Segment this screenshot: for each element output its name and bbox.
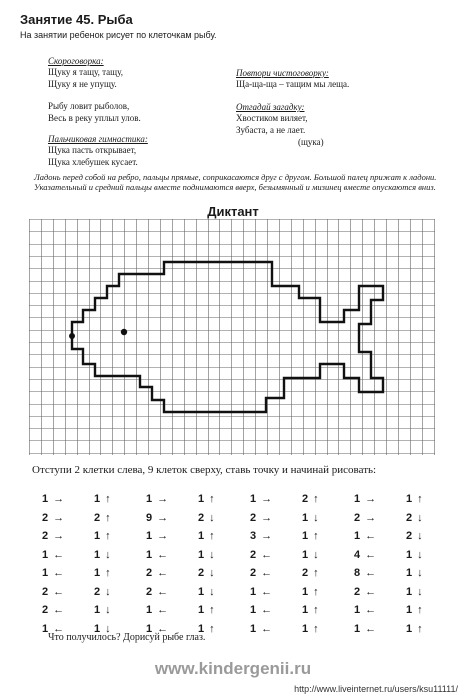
arrow-right-icon: → (365, 511, 377, 524)
arrow-down-icon: ↓ (417, 567, 423, 579)
command-item (42, 585, 64, 599)
command-item (146, 529, 168, 543)
command-item (250, 585, 272, 599)
command-item (354, 529, 376, 543)
arrow-up-icon: ↑ (105, 511, 111, 524)
command-count: 1 (406, 622, 413, 635)
arrow-up-icon: ↑ (417, 604, 423, 616)
lesson-title: Занятие 45. Рыба (20, 12, 133, 27)
arrow-left-icon: ← (53, 567, 65, 579)
lesson-subtitle: На занятии ребенок рисует по клеточкам рыбу. (20, 30, 217, 40)
command-count: 1 (250, 493, 257, 505)
command-item (354, 492, 376, 506)
command-count: 1 (354, 493, 361, 505)
arrow-left-icon: ← (261, 622, 273, 635)
riddle-answer: (щука) (298, 137, 324, 147)
command-item (354, 511, 376, 525)
command-item (250, 566, 272, 580)
finger-line-1: Щука пасть открывает, (48, 145, 137, 155)
arrow-down-icon: ↓ (417, 511, 423, 524)
finger-instructions: Ладонь перед собой на ребро, пальцы прямые, соприкасаются друг с другом. Большой палец прижат к ладони. Указательный и средний пальцы вместе поднимаются вверх, безымянный и мизинец вместе опускаются вниз. (34, 172, 437, 192)
command-count: 2 (354, 511, 361, 524)
arrow-left-icon: ← (53, 585, 65, 598)
arrow-left-icon: ← (157, 585, 169, 598)
arrow-down-icon: ↓ (105, 604, 111, 616)
command-item (354, 603, 376, 617)
command-count: 3 (250, 530, 257, 542)
command-count: 2 (42, 530, 49, 542)
command-item (94, 511, 111, 525)
command-item (302, 603, 319, 617)
command-item (302, 566, 319, 580)
arrow-down-icon: ↓ (105, 585, 111, 598)
arrow-up-icon: ↑ (313, 604, 319, 616)
arrow-up-icon: ↑ (209, 530, 215, 542)
command-count: 1 (198, 622, 205, 635)
command-count: 1 (198, 493, 205, 505)
command-count: 1 (94, 567, 101, 579)
command-item (42, 548, 64, 562)
fish-eye (121, 329, 127, 335)
arrow-left-icon: ← (53, 622, 65, 635)
arrow-up-icon: ↑ (105, 493, 111, 505)
command-item (406, 622, 423, 636)
arrow-right-icon: → (261, 530, 273, 542)
command-count: 1 (354, 622, 361, 635)
riddle-label: Отгадай загадку: (236, 102, 305, 112)
command-count: 1 (354, 604, 361, 616)
command-count: 1 (250, 585, 257, 598)
arrow-up-icon: ↑ (313, 493, 319, 505)
command-count: 2 (302, 493, 309, 505)
repeat-label: Повтори чистоговорку: (236, 68, 329, 78)
arrow-up-icon: ↑ (313, 585, 319, 598)
left-text-block (48, 56, 238, 168)
command-item (302, 548, 319, 562)
command-count: 2 (198, 511, 205, 524)
command-count: 1 (250, 622, 257, 635)
command-item (94, 548, 111, 562)
command-count: 1 (302, 622, 309, 635)
arrow-down-icon: ↓ (209, 548, 215, 561)
arrow-left-icon: ← (365, 548, 377, 561)
arrow-right-icon: → (53, 493, 65, 505)
arrow-down-icon: ↓ (417, 585, 423, 598)
command-count: 1 (406, 567, 413, 579)
command-item (406, 511, 423, 525)
command-count: 2 (146, 585, 153, 598)
command-count: 1 (198, 604, 205, 616)
arrow-right-icon: → (261, 511, 273, 524)
start-dot (69, 333, 75, 339)
arrow-left-icon: ← (365, 622, 377, 635)
command-count: 1 (302, 604, 309, 616)
command-count: 2 (42, 585, 49, 598)
arrow-down-icon: ↓ (313, 548, 319, 561)
command-count: 2 (94, 511, 101, 524)
poem-line-2: Весь в реку уплыл улов. (48, 113, 141, 123)
command-item (302, 585, 319, 599)
command-count: 2 (94, 585, 101, 598)
command-item (146, 603, 168, 617)
command-item (198, 566, 215, 580)
command-count: 1 (94, 604, 101, 616)
command-item (354, 566, 376, 580)
command-item (42, 511, 64, 525)
command-count: 1 (42, 493, 49, 505)
arrow-left-icon: ← (365, 530, 377, 542)
arrow-up-icon: ↑ (209, 493, 215, 505)
command-item (250, 603, 272, 617)
arrow-right-icon: → (157, 530, 169, 542)
dictation-title: Диктант (207, 204, 259, 219)
command-count: 2 (146, 567, 153, 579)
command-item (406, 548, 423, 562)
command-count: 2 (250, 548, 257, 561)
arrow-down-icon: ↓ (417, 530, 423, 542)
dictation-instruction: Отступи 2 клетки слева, 9 клеток сверху, ставь точку и начинай рисовать: (32, 464, 377, 476)
command-count: 1 (406, 604, 413, 616)
arrow-down-icon: ↓ (105, 548, 111, 561)
arrow-left-icon: ← (53, 548, 65, 561)
final-question: Что получилось? Дорисуй рыбе глаз. (48, 632, 206, 643)
arrow-up-icon: ↑ (417, 493, 423, 505)
arrow-down-icon: ↓ (313, 511, 319, 524)
command-item (42, 566, 64, 580)
tongue-twister-label: Скороговорка: (48, 56, 104, 66)
command-item (94, 585, 111, 599)
command-count: 1 (146, 604, 153, 616)
command-item (250, 548, 272, 562)
arrow-left-icon: ← (157, 622, 169, 635)
command-count: 1 (198, 548, 205, 561)
arrow-up-icon: ↑ (313, 622, 319, 635)
command-count: 1 (302, 548, 309, 561)
command-count: 2 (302, 567, 309, 579)
arrow-right-icon: → (53, 530, 65, 542)
source-url: http://www.liveinternet.ru/users/ksu11111/ (294, 684, 458, 694)
command-item (354, 622, 376, 636)
command-count: 2 (406, 530, 413, 542)
command-count: 2 (198, 567, 205, 579)
grid-drawing (29, 219, 435, 455)
arrow-up-icon: ↑ (105, 567, 111, 579)
command-item (302, 511, 319, 525)
command-count: 1 (42, 567, 49, 579)
arrow-up-icon: ↑ (313, 530, 319, 542)
command-count: 1 (94, 622, 101, 635)
arrow-down-icon: ↓ (105, 622, 111, 635)
arrow-up-icon: ↑ (209, 604, 215, 616)
command-count: 4 (354, 548, 361, 561)
command-count: 8 (354, 567, 361, 579)
tongue-twister-line-2: Щуку я не упущу. (48, 79, 117, 89)
arrow-right-icon: → (261, 493, 273, 505)
command-count: 1 (406, 493, 413, 505)
riddle-line-2: Зубаста, а не лает. (236, 125, 306, 135)
command-item (302, 492, 319, 506)
command-item (198, 492, 215, 506)
command-item (406, 529, 423, 543)
command-item (406, 492, 423, 506)
command-item (250, 529, 272, 543)
command-item (42, 603, 64, 617)
command-item (94, 492, 111, 506)
arrow-up-icon: ↑ (417, 622, 423, 635)
arrow-down-icon: ↓ (209, 511, 215, 524)
command-item (198, 603, 215, 617)
arrow-up-icon: ↑ (209, 622, 215, 635)
riddle-line-1: Хвостиком виляет, (236, 113, 308, 123)
command-item (198, 511, 215, 525)
command-count: 1 (146, 622, 153, 635)
command-item (42, 492, 64, 506)
command-count: 2 (42, 604, 49, 616)
command-item (146, 511, 168, 525)
command-count: 2 (354, 585, 361, 598)
command-count: 1 (198, 530, 205, 542)
command-item (94, 529, 111, 543)
command-count: 1 (406, 548, 413, 561)
command-count: 1 (302, 585, 309, 598)
command-item (406, 585, 423, 599)
command-item (94, 566, 111, 580)
arrow-left-icon: ← (261, 585, 273, 598)
arrow-left-icon: ← (157, 567, 169, 579)
command-count: 1 (406, 585, 413, 598)
command-item (250, 492, 272, 506)
command-count: 1 (94, 493, 101, 505)
arrow-left-icon: ← (261, 604, 273, 616)
command-count: 1 (250, 604, 257, 616)
command-item (354, 585, 376, 599)
arrow-left-icon: ← (53, 604, 65, 616)
command-item (146, 585, 168, 599)
command-count: 1 (146, 530, 153, 542)
right-text-block (236, 68, 436, 148)
command-count: 9 (146, 511, 153, 524)
finger-line-2: Щука хлебушек кусает. (48, 157, 138, 167)
command-count: 1 (354, 530, 361, 542)
arrow-left-icon: ← (261, 567, 273, 579)
command-item (198, 548, 215, 562)
command-item (302, 622, 319, 636)
command-count: 1 (146, 493, 153, 505)
command-item (406, 603, 423, 617)
arrow-right-icon: → (53, 511, 65, 524)
command-item (42, 529, 64, 543)
arrow-down-icon: ↓ (417, 548, 423, 561)
command-count: 1 (94, 548, 101, 561)
command-count: 2 (406, 511, 413, 524)
command-item (354, 548, 376, 562)
arrow-left-icon: ← (261, 548, 273, 561)
site-watermark: www.kindergenii.ru (154, 659, 312, 678)
fish-outline (72, 262, 383, 412)
command-count: 1 (302, 530, 309, 542)
arrow-right-icon: → (157, 493, 169, 505)
command-item (198, 585, 215, 599)
command-item (302, 529, 319, 543)
arrow-left-icon: ← (365, 585, 377, 598)
command-count: 1 (42, 548, 49, 561)
command-item (250, 622, 272, 636)
repeat-line: Ща-ща-ща – тащим мы леща. (236, 79, 350, 89)
arrow-left-icon: ← (157, 604, 169, 616)
command-item (146, 548, 168, 562)
command-item (250, 511, 272, 525)
finger-gym-label: Пальчиковая гимнастика: (48, 134, 148, 144)
arrow-left-icon: ← (157, 548, 169, 561)
command-count: 1 (302, 511, 309, 524)
tongue-twister-line-1: Щуку я тащу, тащу, (48, 67, 123, 77)
command-count: 1 (94, 530, 101, 542)
command-count: 2 (250, 511, 257, 524)
arrow-left-icon: ← (365, 604, 377, 616)
command-count: 2 (42, 511, 49, 524)
command-item (406, 566, 423, 580)
arrow-down-icon: ↓ (209, 585, 215, 598)
arrow-up-icon: ↑ (105, 530, 111, 542)
arrow-left-icon: ← (365, 567, 377, 579)
command-count: 1 (42, 622, 49, 635)
poem-line-1: Рыбу ловит рыболов, (48, 101, 130, 111)
command-count: 1 (146, 548, 153, 561)
command-item (94, 603, 111, 617)
command-count: 1 (198, 585, 205, 598)
arrow-up-icon: ↑ (313, 567, 319, 579)
command-item (198, 529, 215, 543)
arrow-right-icon: → (157, 511, 169, 524)
arrow-down-icon: ↓ (209, 567, 215, 579)
arrow-right-icon: → (365, 493, 377, 505)
command-count: 2 (250, 567, 257, 579)
command-item (146, 492, 168, 506)
command-item (146, 566, 168, 580)
